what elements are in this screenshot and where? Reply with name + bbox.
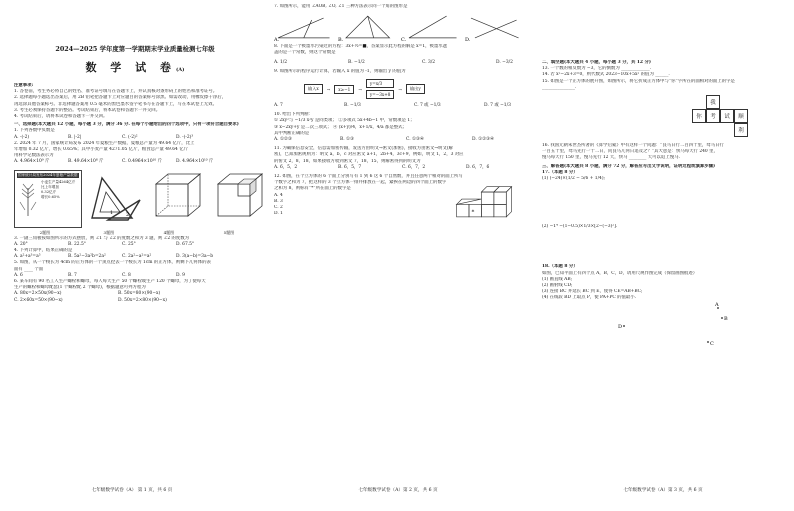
question-4-line: 4. 下列计算中，结果正确的是 [14, 248, 73, 254]
stacked-cubes-figure [453, 177, 524, 223]
option: B. 5a²−3a²b=2a² [68, 254, 106, 260]
question-5-line: 面有 ____ 个面 [14, 266, 44, 272]
notes-heading: 注意事项: [14, 83, 34, 88]
option: C. 2a²−a²=a² [122, 254, 152, 260]
option-label: A. [274, 37, 280, 43]
question-18-line: (3) 连接 BC 并延长 BC 到 E，使得 CE=AB+BC; [542, 289, 643, 295]
svg-text:1: 1 [110, 209, 114, 216]
net-cell: 利 [734, 123, 748, 137]
figure-labels [14, 230, 256, 236]
figure-label: 3题图 [103, 229, 115, 235]
question-10-options [274, 137, 524, 143]
question-10-line: ③ x−2xy+y 是二次三项式； ④ (x+y)/4，x+1/x，4/a 都是整式； [274, 124, 407, 130]
question-12-line: 之和为 8，则标有“*”所在面上的数字是 [274, 186, 351, 192]
option: A. 6，5，2 [274, 164, 298, 170]
question-11-line: 11. 为确保信息安全，信息需加密传输，发送方由明文→密文(加密)，接收方由密文→明文(解 [274, 146, 453, 152]
option: A. -(-2) [14, 134, 30, 140]
notes-item: 再选涂其他答案标号。非选择题答案用 0.5 毫米的黑色墨水签字笔书写在答题卡上，写在本试卷上无效。 [14, 101, 217, 107]
option: B. 6，5，7 [338, 164, 362, 170]
fill-question: 13. 一个数的相反数为 −3，它的倒数为 _____________. [542, 66, 652, 72]
question-11-line: 的密文 2，8，18，如果接收方收到密文 7，18，15，则解密得到的明文为 [274, 158, 421, 164]
question-10-line: 10. 给出下列判断： [274, 112, 314, 118]
option: D. 3(a−b)=3a−b [176, 254, 214, 260]
page-1 [0, 0, 264, 511]
figure-caption-line: 小麦生产量4264亿斤 [41, 179, 76, 184]
option: D. 7 或 −1/3 [484, 103, 511, 109]
page-footer: 七年级数学试卷（A）第 3 页，共 6 页 [623, 488, 703, 493]
option: A. 4.964×10⁹ 斤 [14, 159, 50, 165]
question-18-line: (2) 画射线 CD; [542, 283, 573, 289]
question-18-line: (1) 画直线 AB; [542, 276, 573, 282]
option: A. ①②③ [274, 137, 292, 143]
option: A. a²+a³=a⁵ [14, 254, 41, 260]
exam-subject-title: 数 学 试 卷(A) [85, 61, 185, 74]
section-heading: 一、选择题(本大题共 12 小题，每小题 3 分，满分 36 分. 在每个小题给出的四个选项中，只有一项符合题目要求) [14, 122, 239, 128]
cube-net-figure [692, 95, 784, 137]
question-2-line: 年增加 0.32 亿斤，增长 0.65%；其中小麦产量 4271.05 亿斤，粮食总产量 49.64 亿斤 [14, 147, 188, 153]
svg-text:2: 2 [126, 211, 130, 218]
option: B. |-2| [68, 134, 82, 140]
question-10-line: 其中判断正确的是 [274, 130, 310, 136]
option: B. 49.64×10⁸ 斤 [68, 159, 104, 165]
notes-item: 4. 考试结束后，请将本试卷和答题卡一并交回。 [14, 114, 108, 120]
option: C. 6，7，2 [402, 164, 426, 170]
notes-item: 3. 考生必须保持答题卡的整洁。考试结束后，将本试卷和答题卡一并交回。 [14, 107, 161, 113]
question-8-line: 8. 下面是一个被墨水污染过的方程：3x+½=■，答案显示此方程的解是 x=1，被墨水遮 [274, 44, 448, 50]
question-11-line: 密)，已知加密规则为：明文 a，b，c 对应密文 a+1，2b+4，3c+9，例如，明文 1，2，3 对应 [274, 152, 464, 158]
option: C. 7 或 −1/3 [414, 103, 441, 109]
option-label: B. [337, 37, 343, 43]
option: D. −3/2 [496, 59, 513, 65]
angle-figure-d [465, 12, 525, 42]
net-cell: 我 [706, 95, 720, 109]
notes-item: 2. 选择题每小题选出答案后，用 2B 铅笔把答题卡上对应题目的答案标号涂黑。如需改动，用橡皮擦干净后， [14, 95, 226, 101]
net-cell: 考 [706, 109, 720, 123]
cube-figure [150, 170, 206, 222]
question-2-line: 2. 2024 年 7 月，国家统计局发布 2024 年夏粮生产数据，夏粮总产量为 49.64 亿斤，比上 [14, 140, 195, 146]
option: C. 0.4964×10¹⁰ 斤 [122, 159, 162, 165]
question-10-line: ① 2xy²与 −1/3 x²y 是同类项； ②多项式 5x+4b−1 中，常数项是 1； [274, 118, 415, 124]
option: B. 3 [274, 198, 283, 204]
arrow-icon: → [326, 86, 331, 92]
question-6-line: 6. 某车间有 90 名工人生产螺栓和螺母，每人每天生产 50 个螺栓或生产 120 个螺母，为了使每天 [14, 279, 206, 285]
question-16-line: 一百五十里，驽马先行一十二日，问良马几何日追及之？”其大意是：快马每天行 240 里， [542, 149, 718, 155]
page-footer: 七年级数学试卷（A） 第 1 页，共 6 页 [91, 488, 173, 493]
option: A. 20° [14, 241, 28, 247]
question-2-options [14, 159, 256, 165]
question-6-line: 生产的螺栓和螺母配套(1 个螺栓配 2 个螺母)，根据题意可列方程为 [14, 285, 146, 291]
option: B. 50x=80×(90−x) [118, 291, 161, 297]
angle-figure-a [274, 12, 334, 42]
figure-label: 4题图 [163, 229, 175, 235]
option: C. 3/2 [422, 59, 436, 65]
question-5-line: 5. 如图，从一个棱长为 4cm 的正方体的一个顶点挖去一个棱长为 1cm 的正方体，则剩下几何体的表 [14, 260, 211, 266]
question-18-title: 18.（本题 8 分） [542, 264, 578, 270]
flowchart [304, 79, 524, 99]
question-6-options [14, 298, 256, 304]
question-1-stem: 1. 下列各数中负数是 [14, 128, 55, 134]
wheat-photo-figure [14, 170, 82, 228]
option: A. 1/2 [274, 59, 288, 65]
star-mark-icon: * [471, 208, 475, 215]
arrow-icon: → [358, 86, 362, 92]
question-3-line: 3. 一副三角板按如图所示的方式摆放，则 ∠1 与 ∠2 的度数之和为 3 题，则 ∠2 的度数为 [14, 235, 190, 241]
option: B. ①③ [340, 137, 354, 143]
option: D. 4.964×10¹⁰ 斤 [176, 159, 214, 165]
question-8-options [274, 60, 524, 66]
option: A. 7 [274, 103, 283, 109]
arrow-icon: → [398, 86, 402, 92]
option: B. −1/2 [348, 59, 365, 65]
point-label: D [618, 323, 623, 330]
option: D. 6，7，6 [466, 164, 490, 170]
figure-caption-line: 0.32亿斤 [41, 189, 57, 194]
set-square-figure [88, 170, 144, 222]
flow-input: 输入x [304, 84, 323, 94]
paper-version: (A) [175, 67, 185, 73]
wheat-icon [17, 180, 39, 216]
flow-branch: y=x/3 [366, 79, 395, 88]
point-label: B [724, 315, 728, 322]
option: A. 4 [274, 192, 283, 198]
option: C. 8 [122, 272, 131, 278]
option: D. 9 [176, 272, 185, 278]
question-17-part: (1) (−24)×(1/2 − 5/6 + 1/4); [542, 176, 606, 182]
notes-item: 1. 答卷前，考生务必将自己的姓名、准考证号填写在答题卡上，并认真核对条形码上的姓名和准考证号。 [14, 89, 218, 95]
option: D. ①②③④ [472, 137, 494, 143]
angle-figure-c [401, 12, 461, 42]
figure-row [14, 170, 256, 228]
flow-branch: y=−3x+8 [366, 90, 395, 99]
question-9-options [274, 103, 524, 109]
question-9-line: 9. 如图所示的程序运行计算，若输入 x 的值为 -1，则输出 y 的值为 [274, 68, 406, 74]
question-18-line: 如图，已知平面上有四个点 A，B，C，D，请用尺规作图完成（保留画图痕迹） [542, 270, 698, 276]
option: C. 2 [274, 205, 283, 211]
question-17-title: 17.（本题 8 分） [542, 169, 578, 175]
section-heading: 三、解答题(本大题共 8 小题，满分 72 分，解答应写出文字说明，证明过程或演算步骤) [542, 163, 716, 169]
question-12-line: 12. 如图，在个立方体的 6 个面上分别写有 1 到 6 这 6 个自然数，并且任意两个相对的面上所写 [274, 174, 463, 180]
question-12-line: 个数字之和为 7，把这样的 3 个立方体一排并排放在一起，紧挨在两边的四个面上的数字 [274, 180, 447, 186]
net-cell: 顺 [734, 109, 748, 123]
option: A. 6 [14, 272, 23, 278]
figure-label: 5题图 [223, 229, 235, 235]
fill-question: _______________. [542, 84, 577, 90]
option: C. 2×60x=50×(90−x) [14, 297, 63, 303]
question-11-options [274, 165, 524, 171]
fill-question: 15. 如图是一个正方体的展开图，如图所示，将它折成正方体中与“你”字所在的面相对的面上的字是 [542, 78, 735, 84]
page-footer: 七年级数学试卷（A）第 2 页，共 6 页 [358, 488, 438, 493]
option: C. ①③④ [406, 137, 424, 143]
option: A. 80x=2×50x(90−x) [14, 291, 62, 297]
question-16-line: 16. 我国元朝朱世杰所著的《算学启蒙》中有这样一个问题：“良马日行二百四十里，驽马日行 [542, 143, 724, 149]
question-2-line: 用科学记数法表示为 [14, 153, 54, 159]
option: D. 1 [274, 211, 283, 217]
figure-banner: 国家统计局发布2024年夏粮产量数据 [18, 172, 78, 177]
angle-figure-b [338, 12, 398, 42]
option-label: D. [464, 37, 470, 43]
question-18-line: (4) 在线段 BD 上取点 P，使 PA+PC 的值最小. [542, 295, 637, 301]
point-label: C [710, 340, 714, 346]
point-label: A [715, 301, 719, 308]
question-7-figures [274, 12, 524, 42]
option-label: C. [401, 37, 407, 43]
option: B. −1/3 [344, 103, 361, 109]
page-3 [532, 0, 794, 511]
flow-output: 输出y [406, 84, 425, 94]
cut-cube-figure [212, 170, 264, 222]
net-cell: 试 [720, 109, 734, 123]
option: D. 50x=2×80×(90−x) [118, 297, 167, 303]
option: B. 7 [68, 272, 77, 278]
figure-caption-line: 增长0.65% [41, 194, 60, 199]
option: D. 67.5° [176, 241, 195, 247]
fill-question: 14. 若 x²−2x+3=0，则代数式 2023−10x+5x² 的值为 ______. [542, 72, 670, 78]
points-figure [542, 302, 782, 346]
option: C. (-2)² [122, 134, 138, 140]
figure-label: 2题图 [39, 229, 51, 235]
question-8-line: 盖的是一个常数，则这个常数是 [274, 50, 336, 56]
exam-year-title: 2024—2025 学年度第一学期期末学业质量检测七年级 [55, 45, 215, 53]
flow-condition: x≥−1 [334, 85, 354, 94]
page-2 [264, 0, 532, 511]
question-16-line: 慢马每天行 150 里，慢马先行 12 天，快马 ________ 天可以追上慢马. [542, 155, 680, 161]
option: D. -(-2)³ [176, 134, 194, 140]
net-cell: 你 [692, 109, 706, 123]
section-heading: 二、填空题(本大题共 4 小题，每小题 3 分，共 12 分) [542, 60, 651, 65]
question-17-part: (2) −1⁴ −(1−0.5)×1/3×[2−(−3)²]. [542, 224, 618, 230]
question-7-line: 7. 如图所示，能用 ∠AOB, ∠O, ∠1 三种方法表示同一个角的图形是 [274, 4, 408, 9]
figure-caption-line: 比上年增加 [41, 184, 59, 189]
option: C. 25° [122, 241, 136, 247]
option: B. 22.5° [68, 241, 86, 247]
